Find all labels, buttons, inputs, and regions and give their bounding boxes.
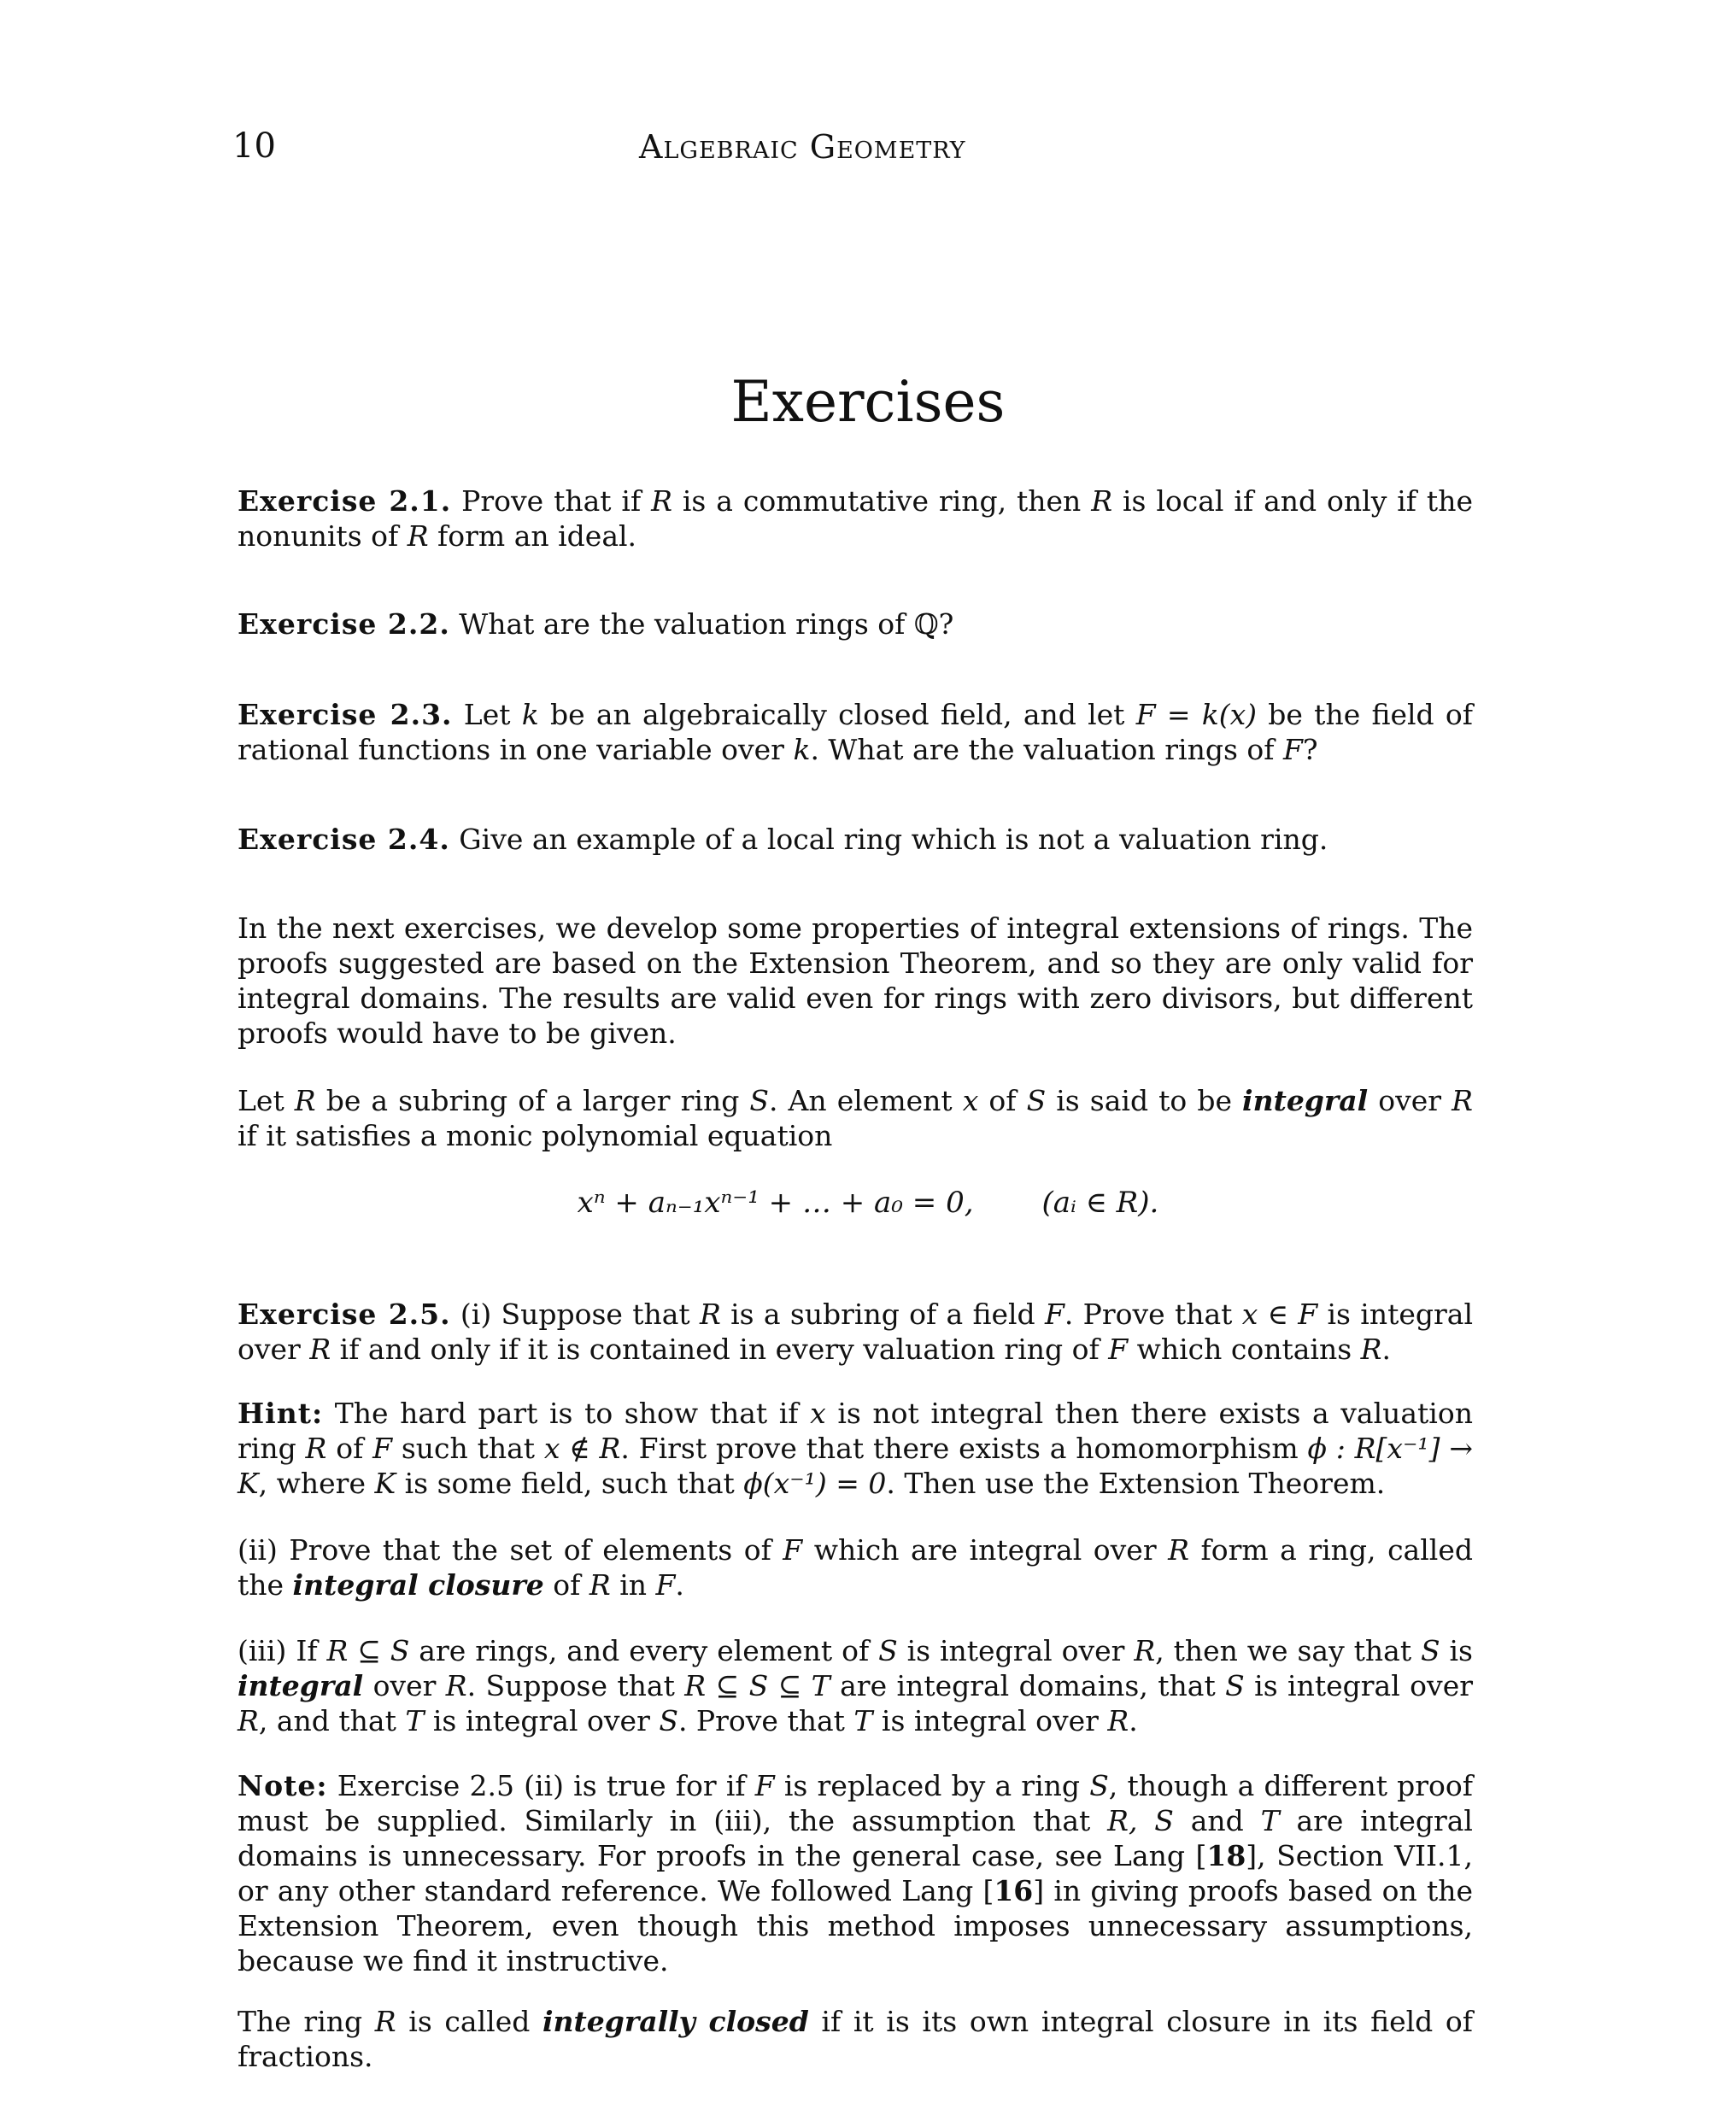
note-paragraph (238, 1768, 1473, 1978)
exercise-2-5 (238, 1297, 1473, 1367)
text: The ring (238, 2005, 375, 2038)
math: R ⊆ S (326, 1634, 410, 1667)
text: . (675, 1568, 684, 1602)
text: is integral over (872, 1704, 1108, 1737)
math: R (589, 1568, 611, 1602)
text: ? (938, 607, 954, 641)
text: . An element (769, 1084, 963, 1117)
equation-lhs: xⁿ + aₙ₋₁xⁿ⁻¹ + … + a₀ = 0, (577, 1186, 974, 1220)
math: K (374, 1467, 396, 1500)
math: S (749, 1084, 769, 1117)
text: is integral over (238, 1298, 1474, 1366)
text: be a subring of a larger ring (315, 1084, 750, 1117)
math: R (1107, 1704, 1129, 1737)
running-title: Algebraic Geometry (639, 128, 966, 166)
text: of (326, 1432, 373, 1465)
exercise-2-4 (238, 822, 1473, 857)
text: such that (392, 1432, 544, 1465)
equation-condition: (aᵢ ∈ R). (1041, 1186, 1159, 1220)
text: Exercise 2.5 (ii) is true for if (327, 1769, 755, 1802)
note-label: Note: (238, 1769, 328, 1802)
text: is integral over (1244, 1669, 1474, 1702)
text: (ii) Prove that the set of elements of (238, 1533, 783, 1567)
exercise-label: Exercise 2.1. (238, 484, 452, 518)
math: S (878, 1634, 898, 1667)
text: is integral over (424, 1704, 660, 1737)
exercise-label: Exercise 2.5. (238, 1298, 451, 1331)
math: R (445, 1669, 467, 1702)
text: ], Section VII.1, or any other standard reference. We followed Lang [ (238, 1839, 1474, 1907)
citation: 16 (994, 1874, 1034, 1907)
text: is (1440, 1634, 1473, 1667)
math: k (793, 733, 811, 766)
exercise-label: Exercise 2.4. (238, 823, 450, 856)
text: form a ring, called the (238, 1533, 1473, 1602)
emphasis: integral (238, 1669, 364, 1702)
exercise-2-3 (238, 697, 1473, 767)
math: F (754, 1769, 775, 1802)
math: R (1168, 1533, 1189, 1567)
math: F (655, 1568, 676, 1602)
math: S (1089, 1769, 1109, 1802)
text: . Prove that (1064, 1298, 1242, 1331)
text: . What are the valuation rings of (810, 733, 1283, 766)
math: R, S (1107, 1804, 1174, 1837)
text: . Suppose that (466, 1669, 685, 1702)
math: R (407, 519, 429, 553)
text: over (1368, 1084, 1452, 1117)
text: which are integral over (802, 1533, 1169, 1567)
monic-polynomial-equation (0, 1186, 1736, 1220)
section-title: Exercises (730, 369, 1006, 435)
math: R (238, 1704, 259, 1737)
math: k (521, 698, 539, 731)
emphasis: integral closure (292, 1568, 544, 1602)
math: T (405, 1704, 425, 1737)
emphasis: integrally closed (542, 2005, 809, 2038)
text: is some field, such that (396, 1467, 744, 1500)
text: What are the valuation rings of (449, 607, 914, 641)
math: R (374, 2005, 396, 2038)
text: Let (238, 1084, 295, 1117)
math: ℚ (913, 607, 939, 641)
math: S (659, 1704, 678, 1737)
text: . Prove that (677, 1704, 854, 1737)
part-ii (238, 1532, 1473, 1602)
text: which contains (1128, 1333, 1361, 1366)
math: F (1044, 1298, 1064, 1331)
text: (iii) If (238, 1634, 327, 1667)
text: over (363, 1669, 446, 1702)
page-number: 10 (232, 126, 276, 166)
math: F (783, 1533, 803, 1567)
math: R (1091, 484, 1113, 518)
math: R (1134, 1634, 1156, 1667)
exercise-2-1 (238, 483, 1473, 554)
text: of (978, 1084, 1027, 1117)
text: be the field of rational functions in one variable over (238, 698, 1473, 766)
text: are integral domains is unnecessary. For proofs in the general case, see Lang [ (238, 1804, 1473, 1872)
math: R (651, 484, 672, 518)
text: Let (452, 698, 522, 731)
text: of (543, 1568, 589, 1602)
text: , then we say that (1155, 1634, 1421, 1667)
emphasis: integral (1242, 1084, 1369, 1117)
text: . (1129, 1704, 1138, 1737)
text: , and that (258, 1704, 406, 1737)
text: and (1173, 1804, 1261, 1837)
math: F (1108, 1333, 1129, 1366)
text: ? (1302, 733, 1318, 766)
text: in (610, 1568, 656, 1602)
text: is integral over (897, 1634, 1135, 1667)
text: . Then use the Extension Theorem. (886, 1467, 1386, 1500)
math: R (1360, 1333, 1382, 1366)
citation: 18 (1206, 1839, 1246, 1872)
math: R (294, 1084, 316, 1117)
math: R (699, 1298, 721, 1331)
text: is local if and only if the nonunits of (238, 484, 1473, 553)
text: ] in giving proofs based on the Extension Theorem, even though this method imposes unnecessary assumptions, because we find it instructive. (238, 1874, 1473, 1977)
text: if it is its own integral closure in its field of fractions. (238, 2005, 1474, 2073)
math: S (1225, 1669, 1245, 1702)
exercise-2-2 (238, 606, 1473, 642)
text: be an algebraically closed field, and let (538, 698, 1136, 731)
text: , though a different proof must be supplied. Similarly in (iii), the assumption that (238, 1769, 1473, 1837)
exercise-label: Exercise 2.3. (238, 698, 453, 731)
text: Give an example of a local ring which is not a valuation ring. (449, 823, 1328, 856)
hint-paragraph (238, 1396, 1473, 1501)
math: x ∉ R (543, 1432, 621, 1465)
math: R ⊆ S ⊆ T (684, 1669, 830, 1702)
text: if it satisfies a monic polynomial equation (238, 1119, 833, 1152)
text: are integral domains, that (830, 1669, 1226, 1702)
math: F (1282, 733, 1303, 766)
math: x (810, 1397, 826, 1430)
text: is a subring of a field (720, 1298, 1045, 1331)
text: is a commutative ring, then (672, 484, 1092, 518)
math: R (1452, 1084, 1474, 1117)
math: x (962, 1084, 979, 1117)
text: . First prove that there exists a homomorphism (620, 1432, 1308, 1465)
hint-label: Hint: (238, 1397, 324, 1430)
math: S (1026, 1084, 1047, 1117)
math: ϕ(x⁻¹) = 0 (743, 1467, 887, 1500)
closing-paragraph (238, 2004, 1473, 2074)
text: , where (258, 1467, 375, 1500)
math: F (372, 1432, 393, 1465)
math: T (1260, 1804, 1280, 1837)
math: R (309, 1333, 331, 1366)
text: is said to be (1046, 1084, 1243, 1117)
text: is called (396, 2005, 542, 2038)
text: The hard part is to show that if (323, 1397, 811, 1430)
intro-paragraph: In the next exercises, we develop some properties of integral extensions of rings. The proofs suggested are based on the Extension Theorem, and so they are only valid for integral domains. The results are valid even for rings with zero divisors, but different proofs would have to be given. (238, 911, 1473, 1050)
definition-paragraph (238, 1083, 1473, 1153)
text: Prove that if (451, 484, 652, 518)
math: T (853, 1704, 873, 1737)
text: if and only if it is contained in every valuation ring of (331, 1333, 1109, 1366)
text: are rings, and every element of (409, 1634, 879, 1667)
text: . (1381, 1333, 1392, 1366)
math: S (1420, 1634, 1440, 1667)
math: x ∈ F (1241, 1298, 1318, 1331)
text: form an ideal. (428, 519, 637, 553)
math: ϕ : R[x⁻¹] → K (238, 1432, 1474, 1500)
math: R (305, 1432, 327, 1465)
text: is replaced by a ring (774, 1769, 1090, 1802)
exercise-label: Exercise 2.2. (238, 607, 450, 641)
math: F = k(x) (1135, 698, 1258, 731)
part-iii (238, 1633, 1473, 1738)
text: (i) Suppose that (450, 1298, 700, 1331)
text: is not integral then there exists a valuation ring (238, 1397, 1473, 1465)
